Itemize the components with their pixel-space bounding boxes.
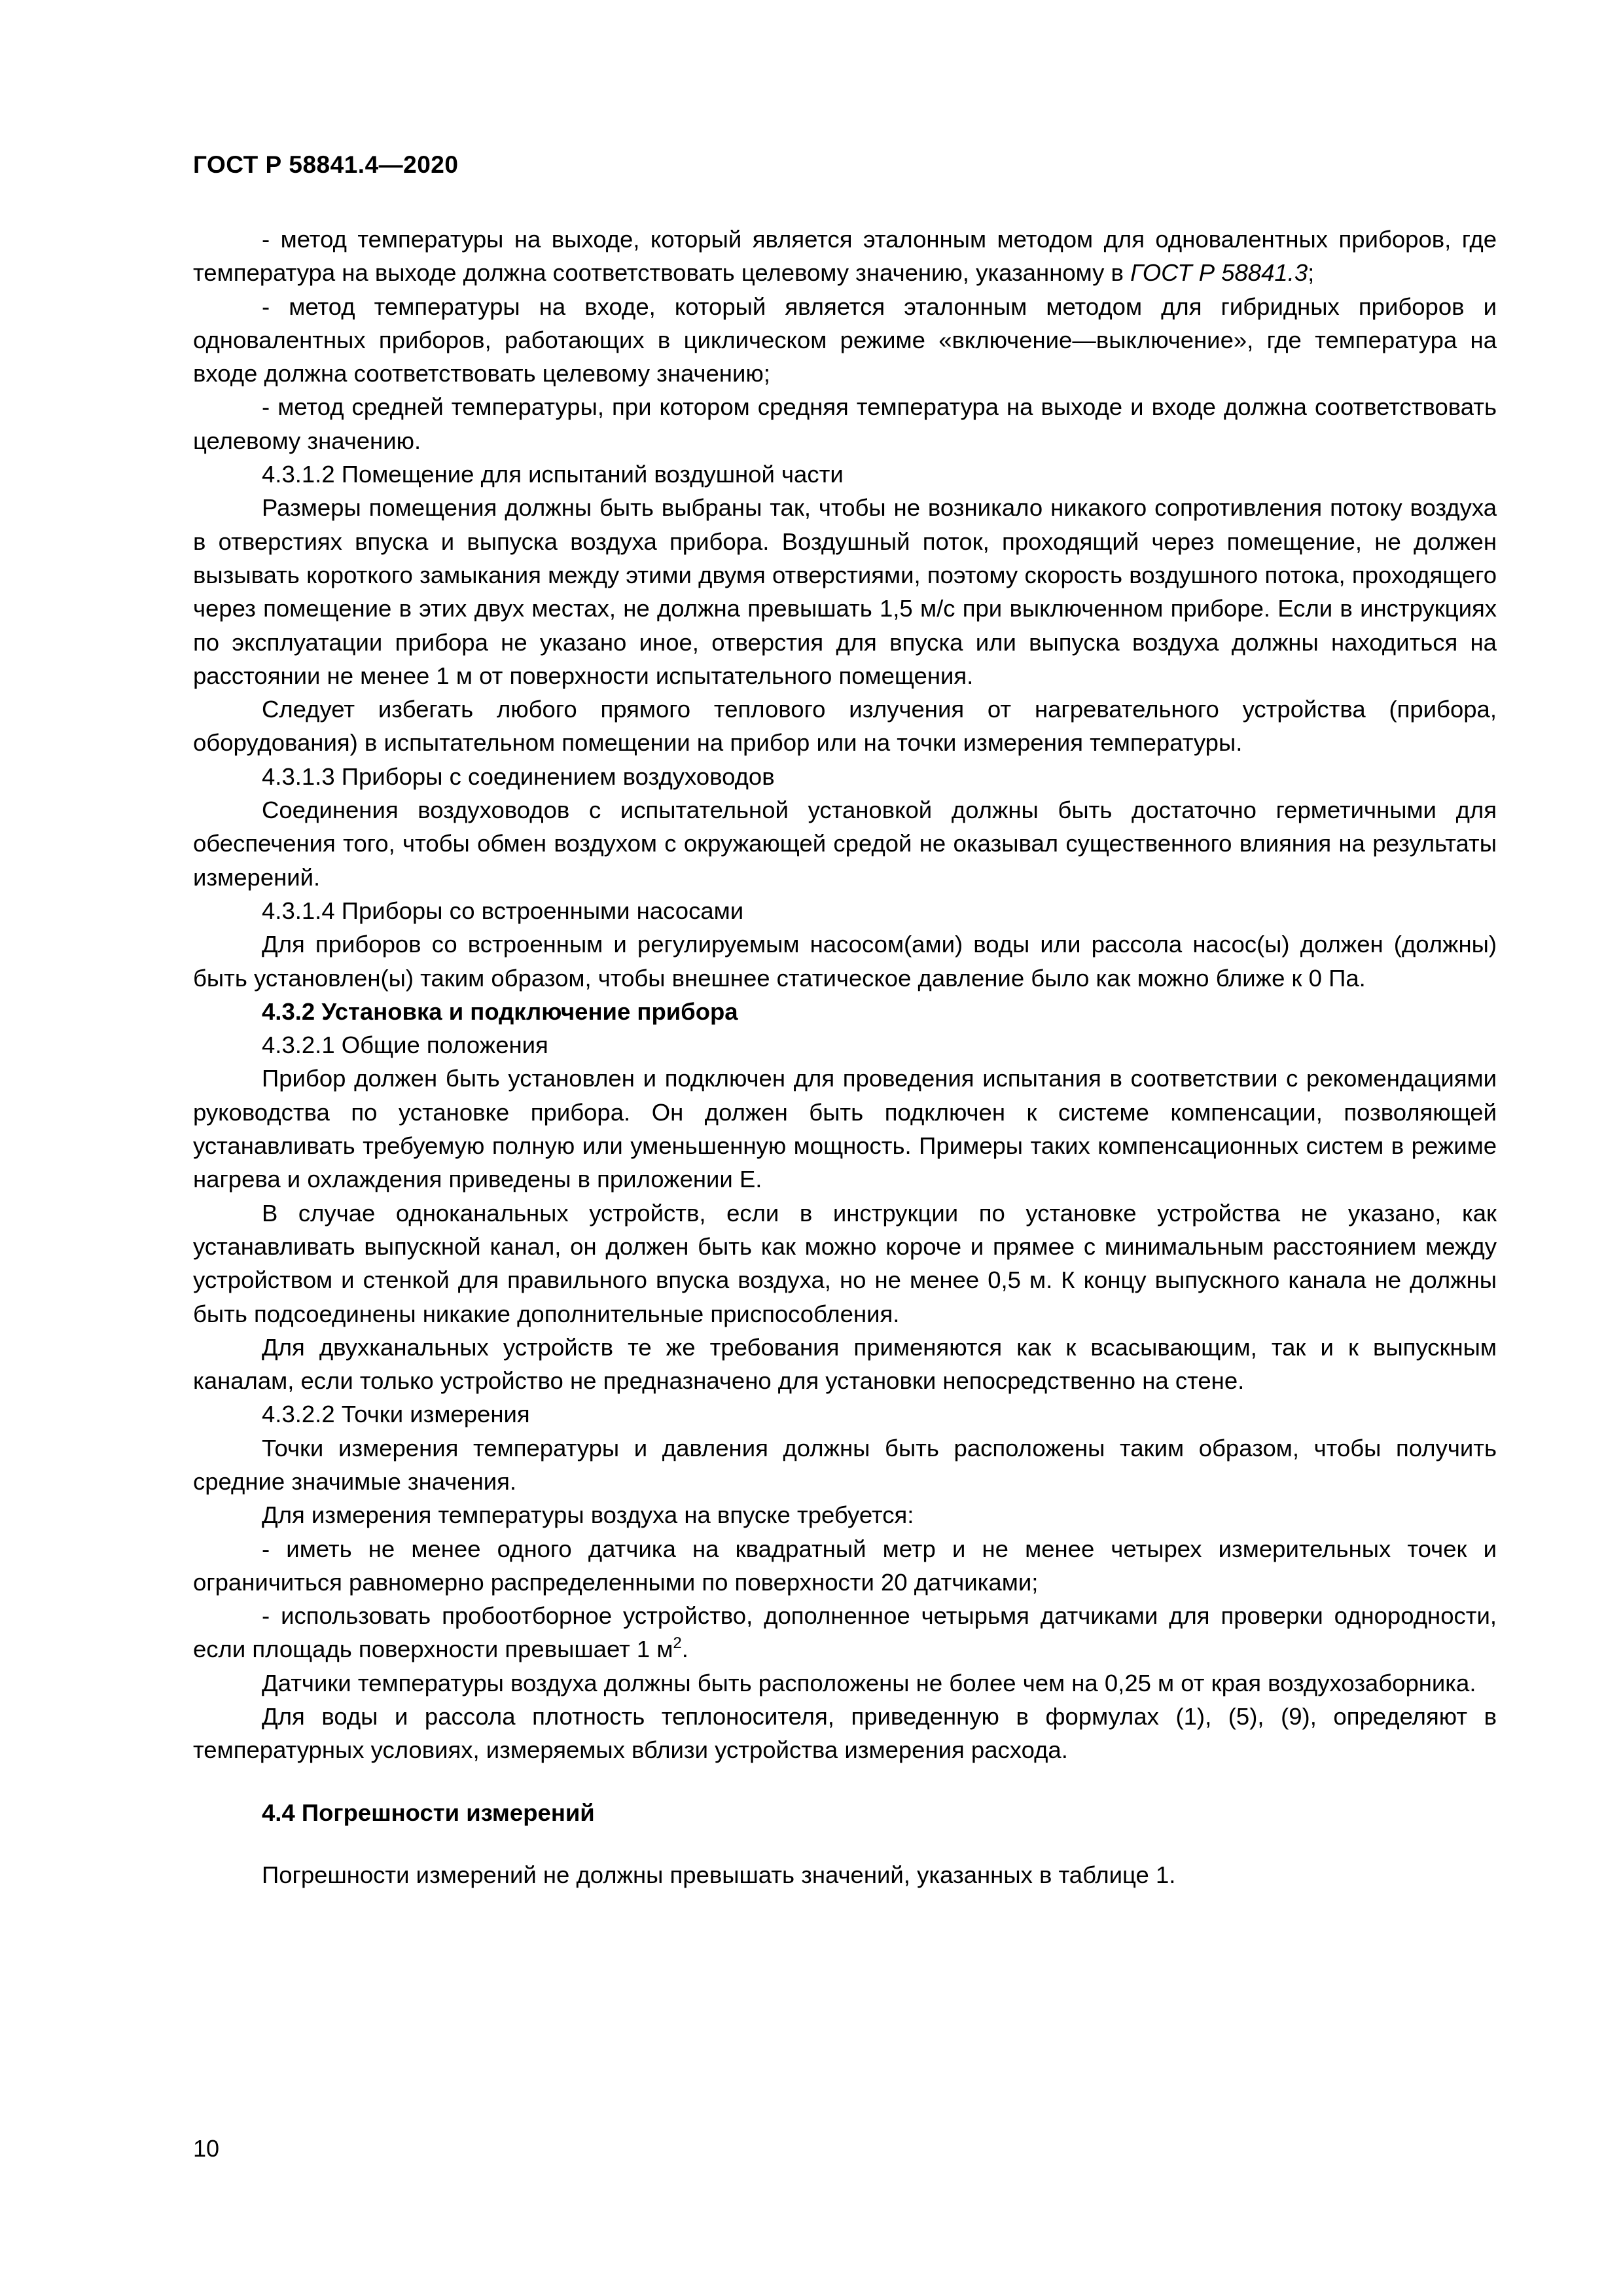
list-item: - иметь не менее одного датчика на квадратный метр и не менее четырех измерительных точек и ограничиться равномерно распределенными по поверхности 20 датчиками; (193, 1535, 1497, 1596)
paragraph: В случае одноканальных устройств, если в инструкции по установке устройства не указано, как устанавливать выпускной канал, он должен быть как можно короче и прямее с минимальным расстоянием между устройством и стенкой для правильного впуска воздуха, но не менее 0,5 м. К концу выпускного канала не должны быть подсоединены никакие дополнительные приспособления. (193, 1199, 1497, 1327)
paragraph: - метод средней температуры, при котором средняя температура на выходе и входе должна соответствовать целевому значению. (193, 393, 1497, 454)
text: . (681, 1636, 688, 1663)
page-number: 10 (193, 2135, 220, 2162)
paragraph: - метод температуры на входе, который является эталонным методом для гибридных приборов и одновалентных приборов, работающих в циклическом режиме «включение—выключение», где температура на входе должна соответствовать целевому значению; (193, 293, 1497, 387)
paragraph: Для двухканальных устройств те же требования применяются как к всасывающим, так и к выпускным каналам, если только устройство не предназначено для установки непосредственно на стене. (193, 1333, 1497, 1395)
subsection-heading: 4.3.2.2 Точки измерения (262, 1401, 530, 1428)
paragraph: Прибор должен быть установлен и подключен для проведения испытания в соответствии с рекомендациями руководства по установке прибора. Он должен быть подключен к системе компенсации, позволяющей устанавливать требуемую полную или уменьшенную мощность. Примеры таких компенсационных систем в режиме нагрева и охлаждения приведены в приложении Е. (193, 1065, 1497, 1193)
standard-reference: ГОСТ Р 58841.3 (1130, 259, 1308, 287)
list-item (193, 1599, 1497, 1666)
section-heading: 4.4 Погрешности измерений (262, 1799, 595, 1826)
paragraph: Для воды и рассола плотность теплоносителя, приведенную в формулах (1), (5), (9), определяют в температурных условиях, измеряемых вблизи устройства измерения расхода. (193, 1703, 1497, 1764)
text: - использовать пробоотборное устройство, дополненное четырьмя датчиками для проверки однородности, если площадь поверхности превышает 1 м (193, 1602, 1497, 1663)
paragraph: Точки измерения температуры и давления должны быть расположены таким образом, чтобы получить средние значимые значения. (193, 1434, 1497, 1495)
subsection-heading: 4.3.1.2 Помещение для испытаний воздушной части (262, 461, 844, 488)
text: - метод температуры на выходе, который является эталонным методом для одновалентных приборов, где температура на выходе должна соответствовать целевому значению, указанному в (193, 226, 1497, 287)
paragraph: Погрешности измерений не должны превышать значений, указанных в таблице 1. (262, 1861, 1176, 1888)
paragraph: Следует избегать любого прямого теплового излучения от нагревательного устройства (прибора, оборудования) в испытательном помещении на прибор или на точки измерения температуры. (193, 696, 1497, 757)
text: ; (1308, 259, 1315, 287)
paragraph (193, 223, 1497, 290)
subsection-heading: 4.3.1.4 Приборы со встроенными насосами (262, 897, 744, 924)
subsection-heading: 4.3.1.3 Приборы с соединением воздуховодов (262, 762, 775, 790)
superscript: 2 (673, 1634, 682, 1653)
paragraph: Размеры помещения должны быть выбраны так, чтобы не возникало никакого сопротивления потоку воздуха в отверстиях впуска и выпуска воздуха прибора. Воздушный поток, проходящий через помещение, не должен вызывать короткого замыкания между этими двумя отверстиями, поэтому скорость воздушного потока, проходящего через помещение в этих двух местах, не должна превышать 1,5 м/с при выключенном приборе. Если в инструкциях по эксплуатации прибора не указано иное, отверстия для впуска или выпуска воздуха должны находиться на расстоянии не менее 1 м от поверхности испытательного помещения. (193, 494, 1497, 689)
document-header: ГОСТ Р 58841.4—2020 (193, 151, 459, 178)
body-text (193, 223, 1497, 1892)
paragraph: Датчики температуры воздуха должны быть расположены не более чем на 0,25 м от края воздухозаборника. (262, 1669, 1476, 1696)
section-heading: 4.3.2 Установка и подключение прибора (262, 997, 738, 1025)
paragraph: Для приборов со встроенным и регулируемым насосом(ами) воды или рассола насос(ы) должен (должны) быть установлен(ы) таким образом, чтобы внешнее статическое давление было как можно ближе к 0 Па. (193, 931, 1497, 992)
paragraph: Соединения воздуховодов с испытательной установкой должны быть достаточно герметичными для обеспечения того, чтобы обмен воздухом с окружающей средой не оказывал существенного влияния на результаты измерений. (193, 797, 1497, 891)
paragraph: Для измерения температуры воздуха на впуске требуется: (262, 1501, 914, 1529)
subsection-heading: 4.3.2.1 Общие положения (262, 1031, 548, 1059)
